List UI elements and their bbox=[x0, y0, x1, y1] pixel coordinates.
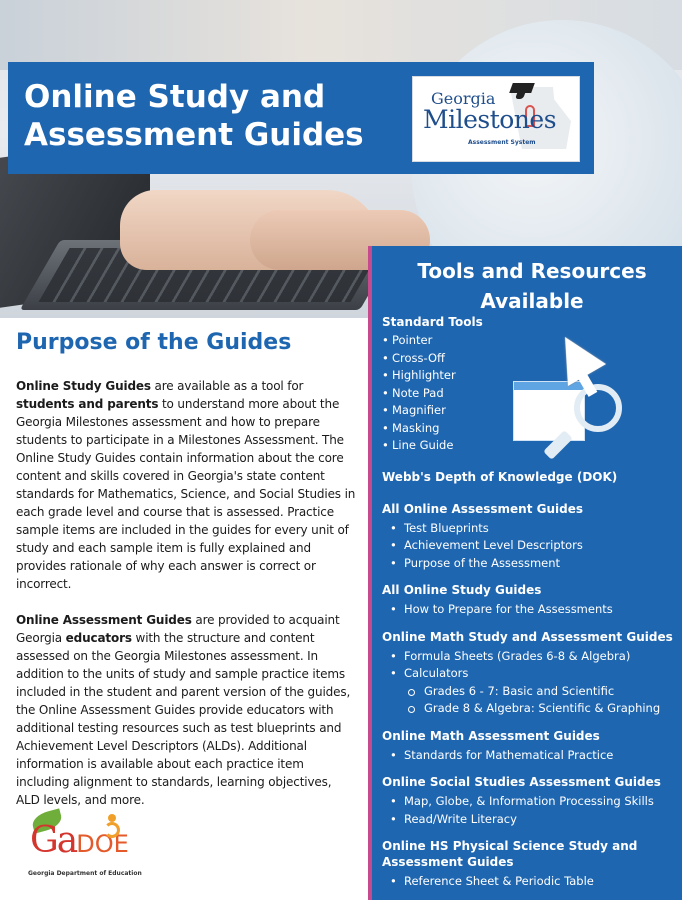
purpose-section bbox=[16, 318, 356, 809]
title-band bbox=[8, 62, 594, 174]
gadoe-subtitle: Georgia Department of Education bbox=[28, 870, 142, 877]
students-parents-term: students and parents bbox=[16, 397, 159, 411]
list-item: • Read/Write Literacy bbox=[382, 811, 682, 829]
para1-text2: to understand more about the Georgia Milestones assessment and how to prepare students to participate in a Milestones Assessment. The Online Study Guides contain information about the core content and skills covered in Georgia's state content standards for Mathematics, Science, and Social Studies in each grade level and course that is assessed. Practice sample items are included in the guides for every unit of study and each sample item is fully explained and provides rationale of why each answer is correct or incorrect. bbox=[16, 397, 356, 591]
purpose-heading: Purpose of the Guides bbox=[16, 330, 292, 355]
list-item: • Reference Sheet & Periodic Table bbox=[382, 873, 682, 891]
calculators-sublist bbox=[382, 683, 682, 718]
para2-text2: with the structure and content assessed on the Georgia Milestones assessment. In addition to the units of study and sample practice items included in the student and parent version of the guides, the Online Assessment Guides provide educators with additional testing resources such as test blueprints and Achievement Level Descriptors (ALDs). Additional information is available about each practice item including alignment to standards, learning objectives, ALD levels, and more. bbox=[16, 631, 351, 807]
math-assessment-list bbox=[382, 747, 682, 765]
gadoe-ga: Ga bbox=[30, 820, 77, 861]
panel-title-line1: Tools and Resources bbox=[417, 259, 647, 283]
list-item: • Masking bbox=[382, 420, 682, 438]
physical-science-heading: Online HS Physical Science Study and Assessment Guides bbox=[382, 839, 638, 869]
list-item: • Calculators bbox=[382, 665, 682, 683]
panel-title-line2: Available bbox=[480, 289, 584, 313]
list-item: • Pointer bbox=[382, 332, 682, 350]
logo-subtitle: Assessment System bbox=[468, 139, 536, 146]
physical-science-list bbox=[382, 873, 682, 891]
math-study-heading: Online Math Study and Assessment Guides bbox=[382, 629, 673, 644]
assessment-guides-term: Online Assessment Guides bbox=[16, 613, 192, 627]
list-item: • Note Pad bbox=[382, 385, 682, 403]
list-item: • Achievement Level Descriptors bbox=[382, 537, 682, 555]
list-item: • Cross-Off bbox=[382, 350, 682, 368]
person-figure-icon bbox=[102, 814, 122, 840]
list-item: • Formula Sheets (Grades 6-8 & Algebra) bbox=[382, 648, 682, 666]
list-item: • Magnifier bbox=[382, 402, 682, 420]
list-item: • Test Blueprints bbox=[382, 520, 682, 538]
study-guides-paragraph bbox=[16, 377, 356, 593]
standard-tools-heading: Standard Tools bbox=[382, 315, 483, 329]
panel-content bbox=[382, 314, 682, 891]
georgia-milestones-logo bbox=[412, 76, 580, 162]
logo-milestones-text: Milestones bbox=[423, 105, 557, 134]
assessment-guides-paragraph bbox=[16, 611, 356, 809]
dok-heading: Webb's Depth of Knowledge (DOK) bbox=[382, 469, 618, 484]
page-title-line1: Online Study and bbox=[24, 79, 326, 115]
list-item: • Map, Globe, & Information Processing Skills bbox=[382, 793, 682, 811]
para2-text1: are provided to acquaint Georgia bbox=[16, 613, 340, 645]
assessment-guides-heading: All Online Assessment Guides bbox=[382, 501, 583, 516]
list-item: Grades 6 - 7: Basic and Scientific bbox=[382, 683, 682, 701]
list-item: • Standards for Mathematical Practice bbox=[382, 747, 682, 765]
math-study-list bbox=[382, 648, 682, 683]
gadoe-doe: DOE bbox=[76, 830, 129, 858]
social-studies-list bbox=[382, 793, 682, 828]
para1-text1: are available as a tool for bbox=[150, 379, 304, 393]
study-guides-term: Online Study Guides bbox=[16, 379, 151, 393]
graduation-cap-icon bbox=[509, 83, 535, 93]
list-item: • Purpose of the Assessment bbox=[382, 555, 682, 573]
list-item: Grade 8 & Algebra: Scientific & Graphing bbox=[382, 700, 682, 718]
math-assessment-heading: Online Math Assessment Guides bbox=[382, 728, 600, 743]
list-item: • How to Prepare for the Assessments bbox=[382, 601, 682, 619]
study-guides-list bbox=[382, 601, 682, 619]
assessment-guides-list bbox=[382, 520, 682, 573]
social-studies-heading: Online Social Studies Assessment Guides bbox=[382, 775, 661, 789]
tools-resources-panel bbox=[368, 246, 682, 900]
list-item: • Line Guide bbox=[382, 437, 682, 455]
study-guides-heading: All Online Study Guides bbox=[382, 583, 542, 597]
educators-term: educators bbox=[65, 631, 132, 645]
standard-tools-list bbox=[382, 332, 682, 455]
gadoe-logo bbox=[26, 812, 186, 882]
logo-georgia-text: Georgia bbox=[431, 89, 496, 108]
list-item: • Highlighter bbox=[382, 367, 682, 385]
page-title bbox=[24, 78, 404, 154]
page-title-line2: Assessment Guides bbox=[24, 117, 364, 153]
panel-title bbox=[382, 256, 682, 316]
